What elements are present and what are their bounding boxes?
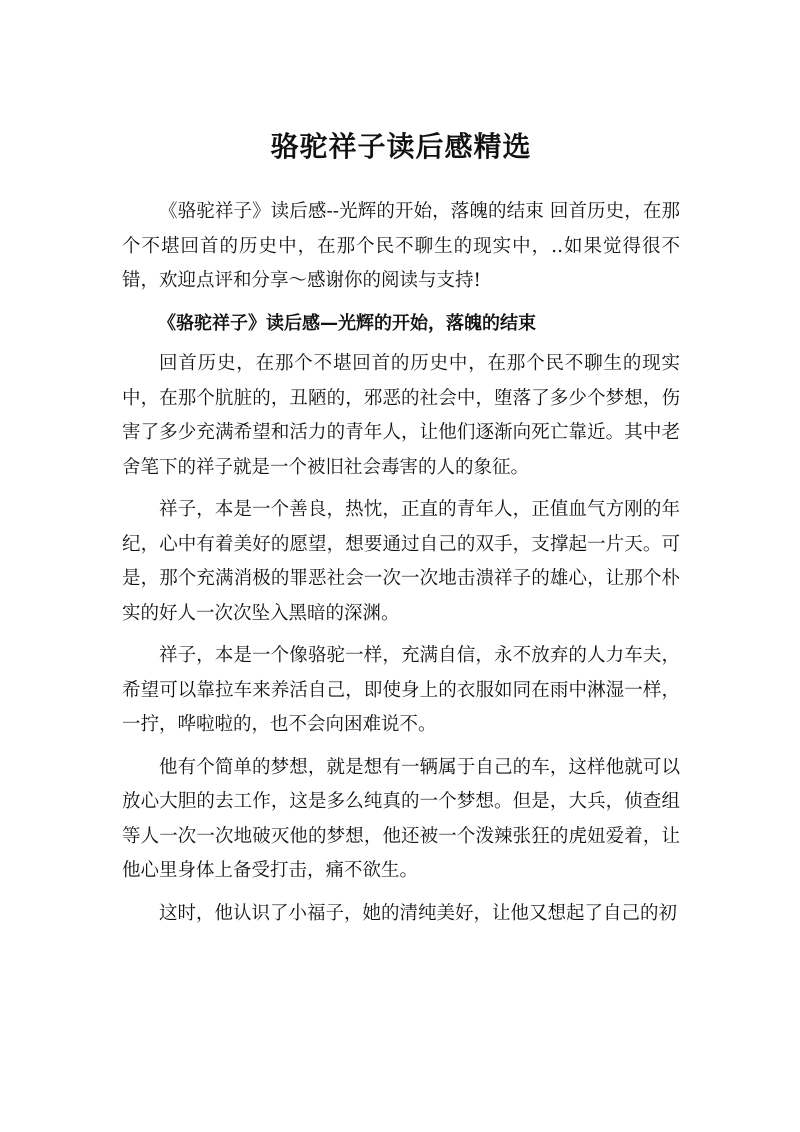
document-body	[122, 195, 680, 931]
body-paragraph: 这时，他认识了小福子，她的清纯美好，让他又想起了自己的初	[159, 902, 678, 924]
intro-paragraph: 《骆驼祥子》读后感--光辉的开始，落魄的结束 回首历史，在那个不堪回首的历史中，在那个民不聊生的现实中，..如果觉得很不错，欢迎点评和分享～感谢你的阅读与支持!	[122, 201, 680, 291]
body-paragraph: 回首历史，在那个不堪回首的历史中，在那个民不聊生的现实中，在那个肮脏的，丑陋的，邪恶的社会中，堕落了多少个梦想，伤害了多少充满希望和活力的青年人，让他们逐渐向死亡靠近。其中老舍笔下的祥子就是一个被旧社会毒害的人的象征。	[122, 353, 680, 478]
document-title: 骆驼祥子读后感精选	[270, 130, 532, 163]
body-paragraph: 祥子，本是一个像骆驼一样，充满自信，永不放弃的人力车夫，希望可以靠拉车来养活自己，即使身上的衣服如同在雨中淋湿一样，一拧，哗啦啦的，也不会向困难说不。	[122, 645, 680, 735]
body-paragraph: 祥子，本是一个善良，热忱，正直的青年人，正值血气方刚的年纪，心中有着美好的愿望，想要通过自己的双手，支撑起一片天。可是，那个充满消极的罪恶社会一次一次地击溃祥子的雄心，让那个朴实的好人一次次坠入黑暗的深渊。	[122, 499, 680, 624]
body-paragraph: 他有个简单的梦想，就是想有一辆属于自己的车，这样他就可以放心大胆的去工作，这是多么纯真的一个梦想。但是，大兵，侦查组等人一次一次地破灭他的梦想，他还被一个泼辣张狂的虎妞爱着，让他心里身体上备受打击，痛不欲生。	[122, 756, 680, 881]
section-heading: 《骆驼祥子》读后感—光辉的开始，落魄的结束	[158, 312, 536, 334]
